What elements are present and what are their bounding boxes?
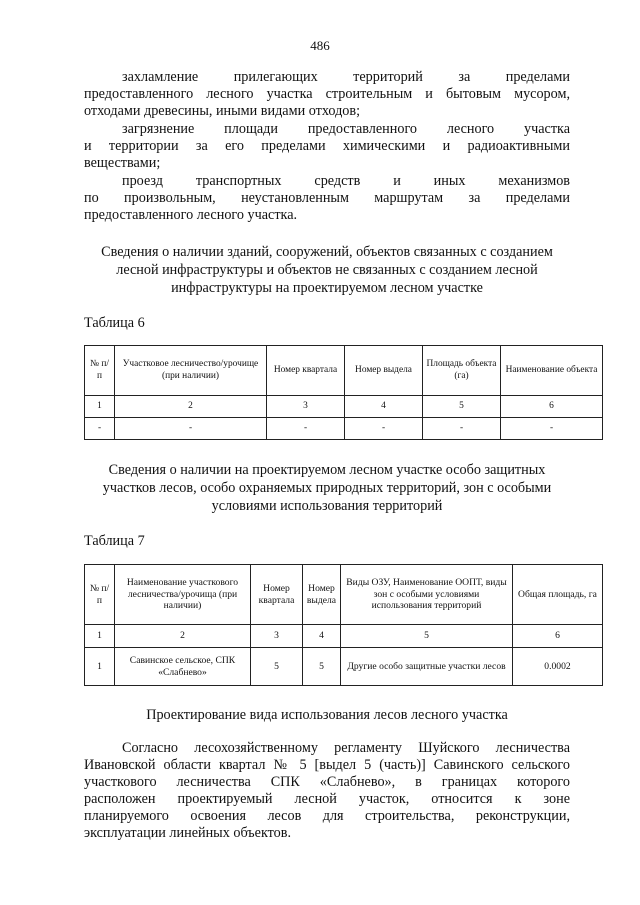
- table-cell: Другие особо защитные участки лесов: [341, 648, 513, 686]
- table-cell: Савинское сельское, СПК «Слабнево»: [115, 648, 251, 686]
- number-cell: 4: [303, 625, 341, 648]
- header-cell: Номер квартала: [251, 565, 303, 625]
- text-line: захламление прилегающих территорий за пределами: [122, 69, 570, 85]
- header-cell: Общая площадь, га: [513, 565, 603, 625]
- table-protected-areas: [84, 564, 603, 686]
- number-cell: 3: [267, 396, 345, 418]
- number-cell: 3: [251, 625, 303, 648]
- header-cell: Номер квартала: [267, 346, 345, 396]
- number-cell: 1: [85, 396, 115, 418]
- table-cell: 1: [85, 648, 115, 686]
- section-heading-buildings: [84, 243, 570, 297]
- text-line: загрязнение площади предоставленного лесного участка: [122, 121, 570, 137]
- violation-item-pollution: [84, 121, 570, 172]
- table-numbering-row: [85, 396, 603, 418]
- heading-line: лесной инфраструктуры и объектов не связанных с созданием лесной: [116, 262, 538, 278]
- text-line: отходами древесины, иными видами отходов;: [84, 103, 361, 119]
- table-cell: 5: [303, 648, 341, 686]
- header-cell: Номер выдела: [345, 346, 423, 396]
- text-line: веществами;: [84, 155, 161, 171]
- number-cell: 4: [345, 396, 423, 418]
- heading-line: инфраструктуры на проектируемом лесном участке: [171, 280, 483, 296]
- table-cell: 5: [251, 648, 303, 686]
- heading-line: Сведения о наличии на проектируемом лесном участке особо защитных: [108, 462, 546, 478]
- table-label: Таблица 7: [84, 533, 145, 549]
- table-buildings: [84, 345, 603, 440]
- number-cell: 5: [341, 625, 513, 648]
- violation-item-clutter: [84, 69, 570, 120]
- section-heading-forest-use: Проектирование вида использования лесов лесного участка: [146, 707, 508, 723]
- text-line: эксплуатации линейных объектов.: [84, 825, 291, 841]
- section-heading-protected-areas: [84, 461, 570, 515]
- number-cell: 6: [513, 625, 603, 648]
- header-cell: Виды ОЗУ, Наименование ООПТ, виды зон с особыми условиями использования территорий: [341, 565, 513, 625]
- number-cell: 5: [423, 396, 501, 418]
- table-cell: -: [115, 418, 267, 440]
- table-cell: -: [267, 418, 345, 440]
- text-line: Согласно лесохозяйственному регламенту Шуйского лесничества: [122, 740, 570, 756]
- table-numbering-row: [85, 625, 603, 648]
- table-cell: -: [85, 418, 115, 440]
- table-cell: -: [501, 418, 603, 440]
- table-cell: -: [345, 418, 423, 440]
- header-cell: № п/п: [85, 565, 115, 625]
- number-cell: 1: [85, 625, 115, 648]
- header-cell: Наименование участкового лесничества/урочища (при наличии): [115, 565, 251, 625]
- header-cell: № п/п: [85, 346, 115, 396]
- text-line: Ивановской области квартал № 5 [выдел 5 (часть)] Савинского сельского: [84, 757, 570, 773]
- text-line: проезд транспортных средств и иных механизмов: [122, 173, 570, 189]
- number-cell: 2: [115, 625, 251, 648]
- text-line: по произвольным, неустановленным маршрутам за пределами: [84, 190, 570, 206]
- text-line: предоставленного лесного участка.: [84, 207, 298, 223]
- table-header-row: [85, 346, 603, 396]
- page-number: 486: [310, 38, 330, 53]
- violation-item-vehicles: [84, 173, 570, 224]
- header-cell: Наименование объекта: [501, 346, 603, 396]
- table-header-row: [85, 565, 603, 625]
- table-label: Таблица 6: [84, 315, 145, 331]
- text-line: участкового лесничества СПК «Слабнево», в границах которого: [84, 774, 570, 790]
- table-row: [85, 648, 603, 686]
- number-cell: 6: [501, 396, 603, 418]
- text-line: и территории за его пределами химическими и радиоактивными: [84, 138, 570, 154]
- table-cell: -: [423, 418, 501, 440]
- header-cell: Площадь объекта (га): [423, 346, 501, 396]
- regulation-paragraph: [84, 740, 570, 842]
- header-cell: Номер выдела: [303, 565, 341, 625]
- heading-line: Сведения о наличии зданий, сооружений, объектов связанных с созданием: [101, 244, 553, 260]
- text-line: предоставленного лесного участка строительным и бытовым мусором,: [84, 86, 570, 102]
- heading-line: участков лесов, особо охраняемых природных территорий, зон с особыми: [102, 480, 552, 496]
- text-line: планируемого освоения лесов для строительства, реконструкции,: [84, 808, 570, 824]
- text-line: расположен проектируемый лесной участок, относится к зоне: [84, 791, 570, 807]
- header-cell: Участковое лесничество/урочище (при наличии): [115, 346, 267, 396]
- heading-line: условиями использования территорий: [211, 498, 443, 514]
- table-cell: 0.0002: [513, 648, 603, 686]
- table-row: [85, 418, 603, 440]
- number-cell: 2: [115, 396, 267, 418]
